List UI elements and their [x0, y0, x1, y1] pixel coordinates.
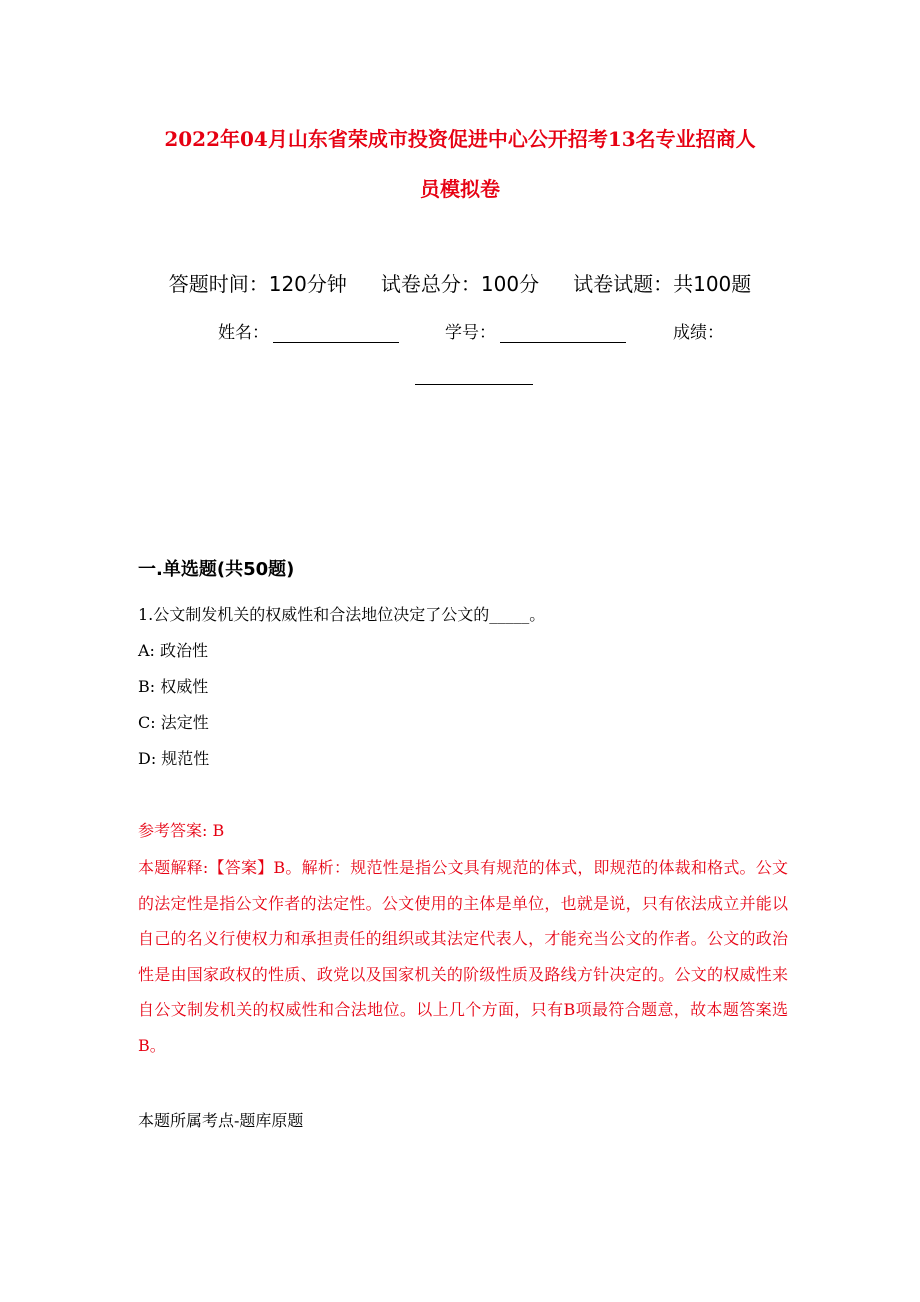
name-field — [218, 318, 399, 343]
option-d: D: 规范性 — [138, 749, 210, 768]
student-id-blank — [500, 322, 626, 343]
score-field — [673, 318, 724, 343]
exam-question-count: 试卷试题：共100题 — [573, 272, 752, 296]
reference-answer: 参考答案: B — [138, 821, 225, 840]
exam-total-score: 试卷总分：100分 — [380, 272, 540, 296]
student-id-field — [445, 318, 626, 343]
name-label: 姓名： — [218, 323, 269, 343]
student-id-label: 学号： — [445, 323, 496, 343]
question-stem: 1.公文制发机关的权威性和合法地位决定了公文的_____。 — [138, 605, 546, 624]
answer-explanation: 本题解释:【答案】B。解析：规范性是指公文具有规范的体式，即规范的体裁和格式。公文的法定性是指公文作者的法定性。公文使用的主体是单位，也就是说，只有依法成立并能以自己的名义行使权力和承担责任的组织或其法定代表人，才能充当公文的作者。公文的政治性是由国家政权的性质、政党以及国家机关的阶级性质及路线方针决定的。公文的权威性来自公文制发机关的权威性和合法地位。以上几个方面，只有B项最符合题意，故本题答案选B。 — [138, 858, 788, 1055]
document-title-line-1: 2022年04月山东省荣成市投资促进中心公开招考13名专业招商人 — [164, 127, 756, 151]
document-title-line-2: 员模拟卷 — [420, 177, 500, 201]
question-source: 本题所属考点-题库原题 — [138, 1111, 304, 1130]
name-blank — [273, 322, 399, 343]
option-c: C: 法定性 — [138, 713, 209, 732]
section-title: 一.单选题(共50题) — [138, 559, 295, 580]
option-a: A: 政治性 — [138, 641, 209, 660]
exam-meta — [0, 268, 920, 297]
score-blank — [415, 384, 533, 385]
exam-time: 答题时间：120分钟 — [168, 272, 347, 296]
option-b: B: 权威性 — [138, 677, 209, 696]
score-label: 成绩： — [673, 323, 724, 343]
